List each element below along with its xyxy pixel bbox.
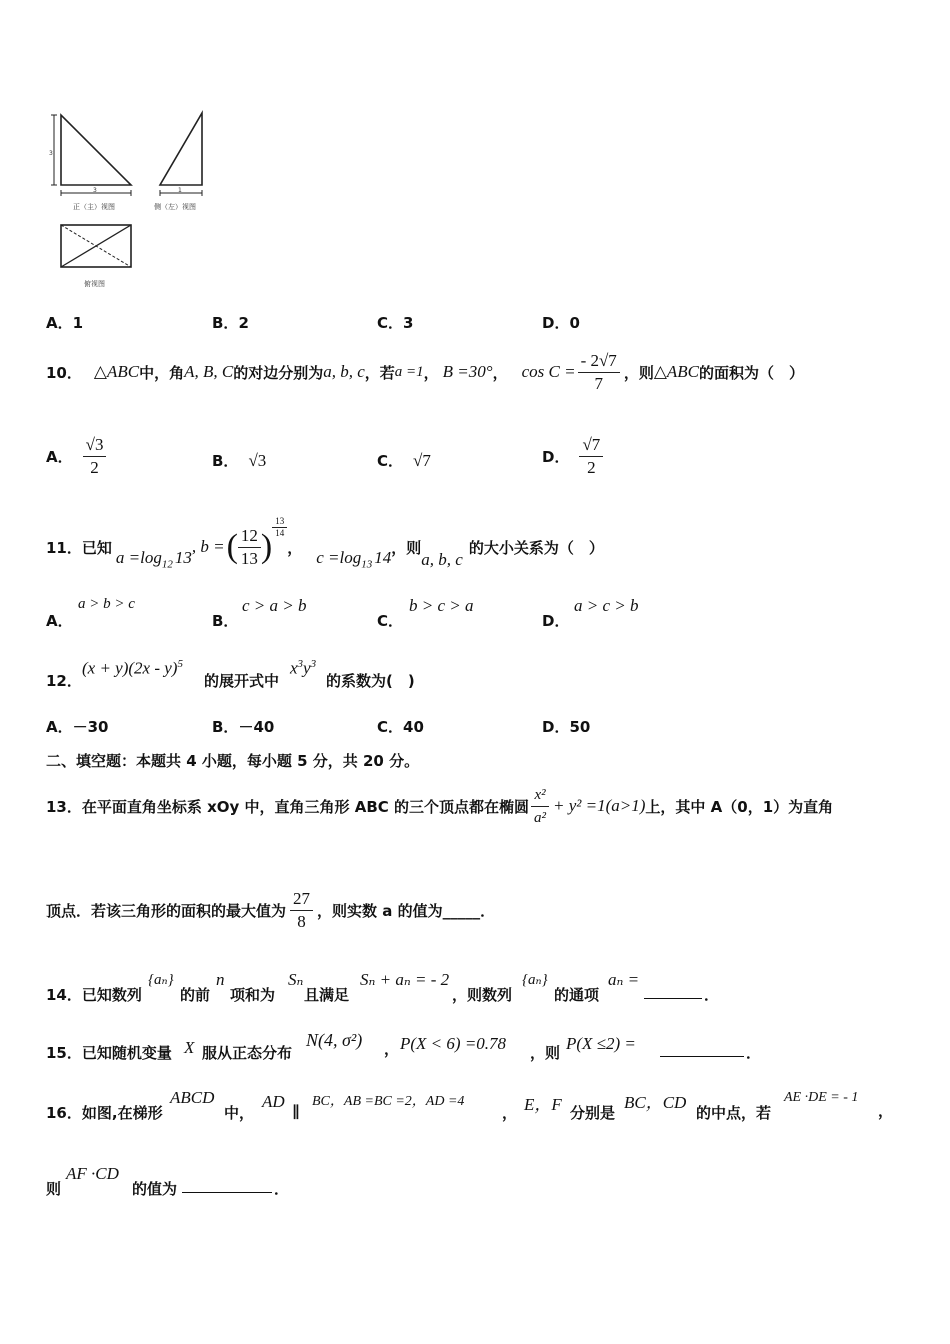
- q10-option-c[interactable]: C． √7: [377, 450, 431, 470]
- dim-height-label: 3: [49, 150, 53, 157]
- section-fill-in-title: 二、填空题：本题共 4 小题，每小题 5 分，共 20 分。: [46, 752, 420, 770]
- q14-answer-blank[interactable]: [644, 984, 702, 999]
- top-view-label: 俯视图: [84, 280, 105, 288]
- q12-option-a[interactable]: A．－30: [46, 718, 109, 736]
- q12-option-d[interactable]: D．50: [542, 718, 591, 736]
- q10-option-b[interactable]: B． √3: [212, 450, 267, 470]
- q11-stem: 11． 已知 $a =\log_{12}$ 13 , b = ( $\frac{12}{13}$ ) $\frac{13}{14}$ ， $c =\log_{13}$ 14 ，则 a, b, c 的大小关系为（ ）: [46, 516, 604, 571]
- front-view: [49, 115, 131, 211]
- q13-answer-blank[interactable]: ，则实数 a 的值为_____．: [317, 901, 496, 920]
- side-view: [154, 113, 202, 211]
- dim-side-width-label: 1: [178, 187, 182, 194]
- q10-option-d[interactable]: D． $\frac{√7}{2}$: [542, 428, 603, 484]
- front-view-label: 正（主）视图: [73, 203, 115, 211]
- q9-option-b[interactable]: B．2: [212, 314, 249, 332]
- q12-option-b[interactable]: B．－40: [212, 718, 275, 736]
- q9-option-a[interactable]: A．1: [46, 314, 84, 332]
- q9-option-d[interactable]: D．0: [542, 314, 580, 332]
- q13-line-2: 顶点．若该三角形的面积的最大值为 $\frac{27}{8}$ ，则实数 a 的值为_____．: [46, 888, 496, 931]
- q12-option-c[interactable]: C．40: [377, 718, 424, 736]
- q10-option-a[interactable]: A． $\frac{√3}{2}$: [46, 428, 106, 484]
- dim-front-width-label: 3: [93, 187, 97, 194]
- top-view: [61, 225, 131, 288]
- q9-option-c[interactable]: C．3: [377, 314, 414, 332]
- q13-line-1: 13．在平面直角坐标系 xOy 中，直角三角形 ABC 的三个顶点都在椭圆 $\frac{\text{x²}}{\text{a²}}$ + y² =1(a>1) 上，其中 A（0，1）为直角: [46, 776, 833, 836]
- side-view-label: 侧（左）视图: [154, 203, 196, 211]
- q16-answer-blank[interactable]: [182, 1178, 272, 1193]
- three-view-figure: [40, 105, 220, 290]
- q15-answer-blank[interactable]: [660, 1042, 744, 1057]
- q10-stem: 10． △ABC 中，角 A, B, C 的对边分别为 a, b, c ，若 a =1 ， B =30° ， cos C = $\frac{- 2√7}{7}$ ，则 △ABC 的面积为（ ）: [46, 350, 805, 393]
